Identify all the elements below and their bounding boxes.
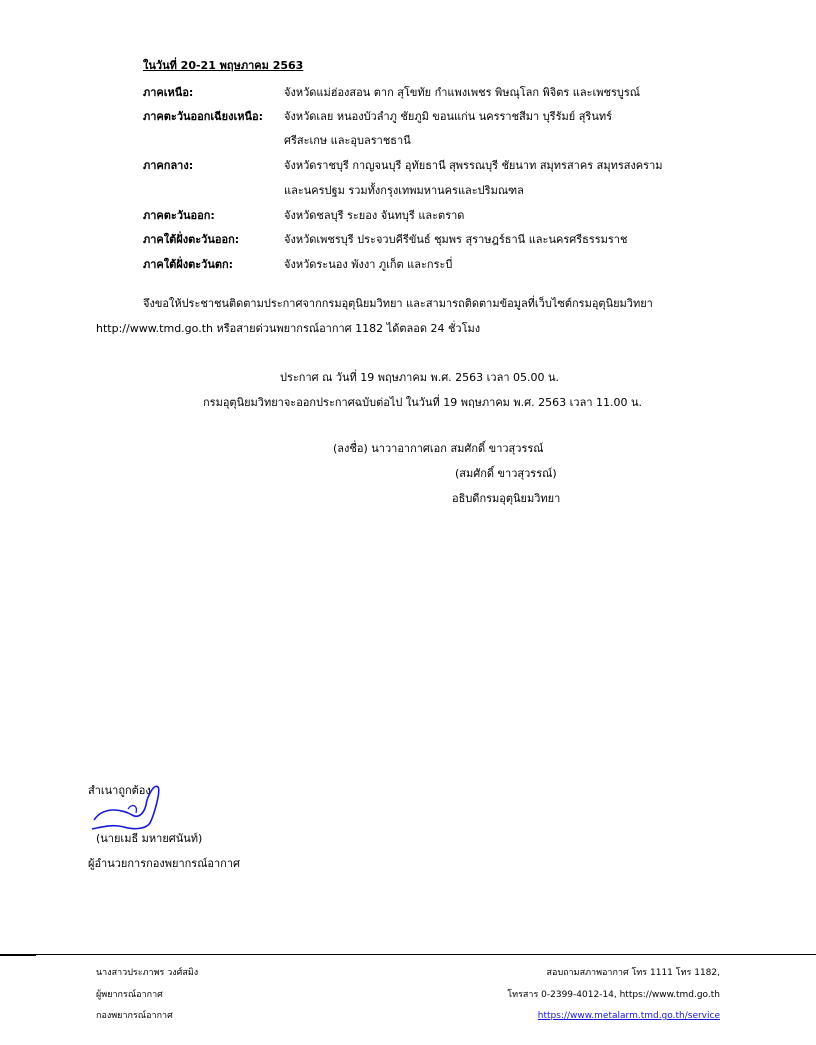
footer-service-link[interactable]: https://www.metalarm.tmd.go.th/service [537, 1011, 720, 1021]
footer-divider-accent [0, 954, 36, 956]
advice-line-1: จึงขอให้ประชาชนติดตามประกาศจากกรมอุตุนิยมวิทยา และสามารถติดตามข้อมูลที่เว็บไซต์กรมอุตุนิยมวิทยา [143, 297, 653, 310]
footer-contact-phone: สอบถามสภาพอากาศ โทร 1111 โทร 1182, [546, 968, 720, 978]
footer-left-1: นางสาวประภาพร วงศ์สมิง [96, 968, 199, 978]
region-label-northeast: ภาคตะวันออกเฉียงเหนือ: [143, 110, 264, 123]
region-label-north: ภาคเหนือ: [143, 86, 194, 99]
footer-left-3: กองพยากรณ์อากาศ [96, 1011, 173, 1021]
signature-signed: (ลงชื่อ) นาวาอากาศเอก สมศักดิ์ ขาวสุวรรณ์ [333, 442, 544, 455]
announce-line-2: กรมอุตุนิยมวิทยาจะออกประกาศฉบับต่อไป ในวันที่ 19 พฤษภาคม พ.ศ. 2563 เวลา 11.00 น. [203, 396, 642, 409]
region-text-central-2: และนครปฐม รวมทั้งกรุงเทพมหานครและปริมณฑล [284, 184, 524, 197]
signature-title: อธิบดีกรมอุตุนิยมวิทยา [452, 492, 561, 505]
region-text-northeast-2: ศรีสะเกษ และอุบลราชธานี [284, 134, 411, 147]
signature-name: (สมศักดิ์ ขาวสุวรรณ์) [455, 467, 557, 480]
region-text-northeast-1: จังหวัดเลย หนองบัวลำภู ชัยภูมิ ขอนแก่น นครราชสีมา บุรีรัมย์ สุรินทร์ [284, 110, 612, 123]
certified-name: (นายเมธี มหายศนันท์) [96, 832, 203, 845]
region-label-central: ภาคกลาง: [143, 159, 194, 172]
region-text-south-east: จังหวัดเพชรบุรี ประจวบคีรีขันธ์ ชุมพร สุราษฎร์ธานี และนครศรีธรรมราช [284, 233, 628, 246]
footer-divider [0, 954, 816, 955]
certified-title: ผู้อำนวยการกองพยากรณ์อากาศ [88, 857, 241, 870]
announce-line-1: ประกาศ ณ วันที่ 19 พฤษภาคม พ.ศ. 2563 เวลา 05.00 น. [280, 371, 560, 384]
region-text-central-1: จังหวัดราชบุรี กาญจนบุรี อุทัยธานี สุพรรณบุรี ชัยนาท สมุทรสาคร สมุทรสงคราม [284, 159, 663, 172]
region-text-south-west: จังหวัดระนอง พังงา ภูเก็ต และกระบี่ [284, 258, 453, 271]
certified-copy-label: สำเนาถูกต้อง [88, 784, 151, 797]
footer-contact-fax: โทรสาร 0-2399-4012-14, https://www.tmd.go.th [507, 990, 720, 1000]
date-heading: ในวันที่ 20-21 พฤษภาคม 2563 [143, 59, 304, 72]
region-text-east: จังหวัดชลบุรี ระยอง จันทบุรี และตราด [284, 209, 465, 222]
handwritten-signature-icon [84, 775, 174, 835]
region-text-north: จังหวัดแม่ฮ่องสอน ตาก สุโขทัย กำแพงเพชร พิษณุโลก พิจิตร และเพชรบูรณ์ [284, 86, 640, 99]
region-label-south-east: ภาคใต้ฝั่งตะวันออก: [143, 233, 240, 246]
region-label-east: ภาคตะวันออก: [143, 209, 215, 222]
advice-line-2: http://www.tmd.go.th หรือสายด่วนพยากรณ์อากาศ 1182 ได้ตลอด 24 ชั่วโมง [96, 322, 481, 335]
footer-left-2: ผู้พยากรณ์อากาศ [96, 990, 163, 1000]
region-label-south-west: ภาคใต้ฝั่งตะวันตก: [143, 258, 234, 271]
